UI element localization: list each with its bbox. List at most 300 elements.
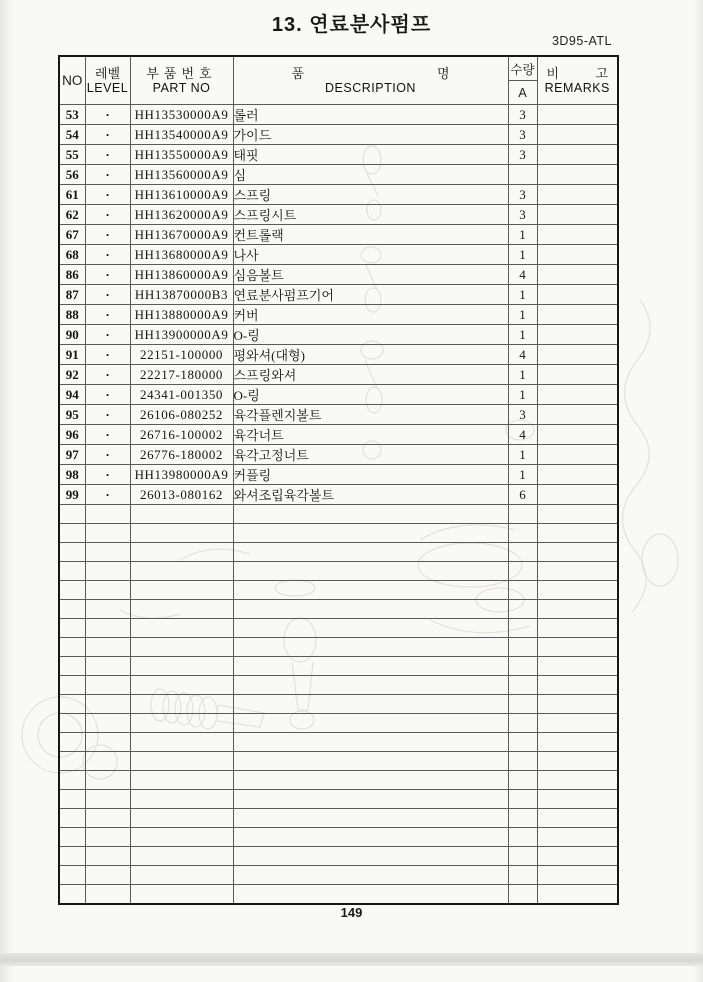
cell-part-no [130,885,233,905]
cell-no: 68 [59,245,85,265]
cell-level [85,828,130,847]
empty-row [59,733,618,752]
cell-remarks [537,245,618,265]
cell-remarks [537,619,618,638]
cell-description [233,676,508,695]
cell-remarks [537,365,618,385]
cell-no [59,828,85,847]
empty-row [59,524,618,543]
cell-remarks [537,105,618,125]
cell-part-no [130,562,233,581]
col-header-level-en: LEVEL [86,81,129,95]
cell-qty [508,562,537,581]
cell-description: 평와셔(대형) [233,345,508,365]
cell-description: 스프링시트 [233,205,508,225]
cell-description: 커버 [233,305,508,325]
cell-description: 육각플렌지볼트 [233,405,508,425]
cell-level: · [85,185,130,205]
table-row [59,185,618,205]
cell-description [233,733,508,752]
cell-part-no: 26013-080162 [130,485,233,505]
cell-no [59,562,85,581]
cell-description [233,752,508,771]
cell-level: · [85,105,130,125]
cell-part-no [130,752,233,771]
cell-remarks [537,465,618,485]
cell-no [59,733,85,752]
cell-part-no [130,676,233,695]
cell-level [85,695,130,714]
cell-remarks [537,638,618,657]
col-header-level-ko: 레벨 [94,66,121,81]
cell-remarks [537,543,618,562]
cell-level [85,885,130,905]
cell-part-no [130,600,233,619]
col-header-part-no-en: PART NO [152,81,211,95]
cell-description: 스프링와셔 [233,365,508,385]
table-row [59,245,618,265]
table-row [59,385,618,405]
cell-qty [508,847,537,866]
cell-remarks [537,657,618,676]
col-header-qty: 수량 [508,56,537,81]
cell-part-no: HH13610000A9 [130,185,233,205]
cell-level [85,847,130,866]
cell-qty [508,885,537,905]
cell-part-no: 26716-100002 [130,425,233,445]
empty-row [59,562,618,581]
cell-qty [508,714,537,733]
cell-part-no [130,581,233,600]
table-row [59,125,618,145]
cell-description [233,562,508,581]
table-row [59,325,618,345]
cell-part-no: 22217-180000 [130,365,233,385]
cell-remarks [537,790,618,809]
cell-description [233,847,508,866]
table-row [59,305,618,325]
cell-remarks [537,581,618,600]
cell-qty [508,524,537,543]
empty-row [59,638,618,657]
cell-qty: 3 [508,405,537,425]
cell-part-no [130,505,233,524]
cell-no: 91 [59,345,85,365]
doc-code: 3D95-ATL [551,34,612,48]
cell-qty: 3 [508,145,537,165]
empty-row [59,657,618,676]
cell-qty [508,165,537,185]
cell-no: 90 [59,325,85,345]
cell-no: 97 [59,445,85,465]
cell-no: 55 [59,145,85,165]
cell-no [59,505,85,524]
cell-no: 92 [59,365,85,385]
cell-remarks [537,714,618,733]
cell-qty: 3 [508,105,537,125]
cell-no [59,790,85,809]
cell-qty [508,638,537,657]
cell-qty: 3 [508,125,537,145]
parts-table [58,55,619,905]
cell-part-no [130,619,233,638]
cell-level [85,714,130,733]
cell-no: 94 [59,385,85,405]
cell-description [233,619,508,638]
cell-description: 태핏 [233,145,508,165]
cell-description: 육각너트 [233,425,508,445]
cell-no [59,676,85,695]
cell-level [85,771,130,790]
table-row [59,365,618,385]
cell-remarks [537,125,618,145]
cell-part-no: 26776-180002 [130,445,233,465]
cell-remarks [537,285,618,305]
cell-no [59,581,85,600]
table-row [59,265,618,285]
cell-level: · [85,345,130,365]
cell-qty [508,695,537,714]
cell-level [85,866,130,885]
cell-level [85,790,130,809]
table-row [59,465,618,485]
table-row [59,345,618,365]
cell-level [85,562,130,581]
cell-remarks [537,445,618,465]
table-row [59,145,618,165]
cell-level [85,657,130,676]
cell-level: · [85,425,130,445]
cell-description [233,543,508,562]
cell-description [233,809,508,828]
col-header-part-no-ko: 부품번호 [146,66,217,81]
cell-part-no: HH13880000A9 [130,305,233,325]
empty-row [59,543,618,562]
cell-part-no [130,866,233,885]
cell-no: 56 [59,165,85,185]
cell-level: · [85,385,130,405]
col-header-part-no [130,56,233,105]
cell-description: 심 [233,165,508,185]
cell-qty [508,866,537,885]
cell-no: 62 [59,205,85,225]
cell-qty: 3 [508,185,537,205]
cell-no [59,619,85,638]
empty-row [59,714,618,733]
cell-level [85,505,130,524]
table-row [59,425,618,445]
cell-remarks [537,676,618,695]
col-header-no: NO [59,56,85,105]
cell-no: 61 [59,185,85,205]
cell-part-no: 26106-080252 [130,405,233,425]
empty-row [59,752,618,771]
cell-remarks [537,524,618,543]
cell-part-no: HH13680000A9 [130,245,233,265]
cell-level: · [85,205,130,225]
cell-part-no [130,638,233,657]
table-row [59,445,618,465]
cell-part-no: HH13900000A9 [130,325,233,345]
cell-part-no [130,790,233,809]
cell-qty [508,581,537,600]
col-header-qty-variant: A [508,81,537,105]
cell-description [233,524,508,543]
cell-qty [508,505,537,524]
scan-edge-left [0,0,12,982]
cell-remarks [537,600,618,619]
cell-qty: 4 [508,425,537,445]
cell-qty: 4 [508,265,537,285]
cell-description: 롤러 [233,105,508,125]
cell-qty [508,657,537,676]
cell-description [233,866,508,885]
empty-row [59,885,618,905]
cell-description: 심음볼트 [233,265,508,285]
cell-level: · [85,285,130,305]
cell-description [233,771,508,790]
page-number: 149 [340,905,363,920]
cell-no [59,752,85,771]
cell-remarks [537,325,618,345]
cell-qty: 4 [508,345,537,365]
cell-part-no: HH13540000A9 [130,125,233,145]
cell-remarks [537,847,618,866]
table-row [59,285,618,305]
cell-no [59,771,85,790]
cell-level: · [85,305,130,325]
cell-qty: 1 [508,445,537,465]
cell-level: · [85,465,130,485]
cell-part-no [130,714,233,733]
scan-artifact-band [0,953,703,966]
cell-no: 99 [59,485,85,505]
cell-no [59,809,85,828]
empty-row [59,505,618,524]
cell-no: 54 [59,125,85,145]
cell-description [233,695,508,714]
cell-level: · [85,325,130,345]
cell-qty: 6 [508,485,537,505]
cell-part-no: HH13530000A9 [130,105,233,125]
cell-description: O-링 [233,325,508,345]
cell-no [59,657,85,676]
cell-no [59,524,85,543]
cell-qty [508,771,537,790]
col-header-remarks-ko: 비 고 [546,66,608,81]
cell-description: 가이드 [233,125,508,145]
cell-level [85,581,130,600]
cell-no [59,543,85,562]
cell-no: 53 [59,105,85,125]
cell-description [233,505,508,524]
cell-level [85,676,130,695]
cell-part-no: HH13860000A9 [130,265,233,285]
cell-qty [508,676,537,695]
empty-row [59,790,618,809]
cell-qty: 1 [508,245,537,265]
cell-description: O-링 [233,385,508,405]
cell-part-no [130,543,233,562]
cell-qty: 3 [508,205,537,225]
cell-description [233,638,508,657]
cell-level: · [85,165,130,185]
cell-level [85,733,130,752]
cell-part-no: 24341-001350 [130,385,233,405]
table-row [59,485,618,505]
cell-no [59,866,85,885]
empty-row [59,771,618,790]
cell-qty: 1 [508,365,537,385]
col-header-remarks [537,56,618,105]
table-row [59,165,618,185]
cell-level [85,752,130,771]
empty-row [59,847,618,866]
cell-no: 86 [59,265,85,285]
empty-row [59,828,618,847]
page-title: 13. 연료분사펌프 [271,14,432,36]
empty-row [59,866,618,885]
cell-remarks [537,695,618,714]
cell-qty: 1 [508,305,537,325]
cell-level: · [85,485,130,505]
cell-no: 67 [59,225,85,245]
empty-row [59,695,618,714]
cell-description: 연료분사펌프기어 [233,285,508,305]
cell-level: · [85,145,130,165]
cell-remarks [537,752,618,771]
cell-remarks [537,265,618,285]
cell-level [85,524,130,543]
cell-remarks [537,185,618,205]
cell-level: · [85,225,130,245]
cell-no [59,600,85,619]
cell-remarks [537,866,618,885]
cell-part-no: HH13620000A9 [130,205,233,225]
col-header-remarks-en: REMARKS [544,81,610,95]
cell-level [85,543,130,562]
cell-level [85,619,130,638]
cell-qty [508,619,537,638]
cell-description: 스프링 [233,185,508,205]
cell-no: 87 [59,285,85,305]
cell-level: · [85,405,130,425]
cell-part-no: HH13560000A9 [130,165,233,185]
cell-qty [508,600,537,619]
cell-level [85,600,130,619]
cell-part-no [130,524,233,543]
scan-edge-right [693,0,703,982]
cell-no: 88 [59,305,85,325]
cell-level: · [85,445,130,465]
cell-description: 와셔조립육각볼트 [233,485,508,505]
cell-qty: 1 [508,225,537,245]
cell-remarks [537,771,618,790]
cell-part-no [130,657,233,676]
table-row [59,225,618,245]
cell-part-no [130,771,233,790]
cell-qty [508,790,537,809]
cell-part-no: HH13670000A9 [130,225,233,245]
cell-level: · [85,365,130,385]
cell-remarks [537,345,618,365]
cell-no [59,638,85,657]
empty-row [59,619,618,638]
cell-remarks [537,145,618,165]
cell-qty [508,543,537,562]
cell-part-no [130,809,233,828]
cell-qty [508,752,537,771]
cell-remarks [537,828,618,847]
parts-table-body [59,105,618,905]
cell-level: · [85,265,130,285]
cell-remarks [537,165,618,185]
cell-qty [508,828,537,847]
empty-row [59,809,618,828]
empty-row [59,676,618,695]
cell-remarks [537,425,618,445]
cell-qty: 1 [508,465,537,485]
col-header-description-ko: 품 명 [291,66,450,81]
cell-description [233,581,508,600]
cell-description: 육각고정너트 [233,445,508,465]
cell-remarks [537,385,618,405]
cell-part-no: HH13550000A9 [130,145,233,165]
cell-remarks [537,733,618,752]
cell-qty: 1 [508,285,537,305]
parts-table-header [59,56,618,105]
cell-part-no [130,733,233,752]
cell-no: 98 [59,465,85,485]
table-row [59,405,618,425]
cell-remarks [537,809,618,828]
cell-remarks [537,885,618,905]
cell-qty: 1 [508,385,537,405]
col-header-description-en: DESCRIPTION [325,81,416,95]
cell-description: 커플링 [233,465,508,485]
cell-description [233,885,508,905]
cell-no [59,847,85,866]
cell-no: 95 [59,405,85,425]
cell-part-no: HH13980000A9 [130,465,233,485]
cell-description [233,714,508,733]
empty-row [59,600,618,619]
cell-description [233,600,508,619]
col-header-level [85,56,130,105]
cell-description: 나사 [233,245,508,265]
cell-part-no [130,695,233,714]
cell-level: · [85,245,130,265]
col-header-description [233,56,508,105]
cell-remarks [537,485,618,505]
cell-description [233,657,508,676]
cell-remarks [537,305,618,325]
cell-part-no: HH13870000B3 [130,285,233,305]
empty-row [59,581,618,600]
cell-level [85,638,130,657]
cell-remarks [537,505,618,524]
table-row [59,105,618,125]
cell-no [59,885,85,905]
cell-remarks [537,225,618,245]
cell-remarks [537,562,618,581]
cell-part-no: 22151-100000 [130,345,233,365]
cell-description [233,790,508,809]
cell-description [233,828,508,847]
cell-qty: 1 [508,325,537,345]
cell-qty [508,733,537,752]
cell-remarks [537,205,618,225]
